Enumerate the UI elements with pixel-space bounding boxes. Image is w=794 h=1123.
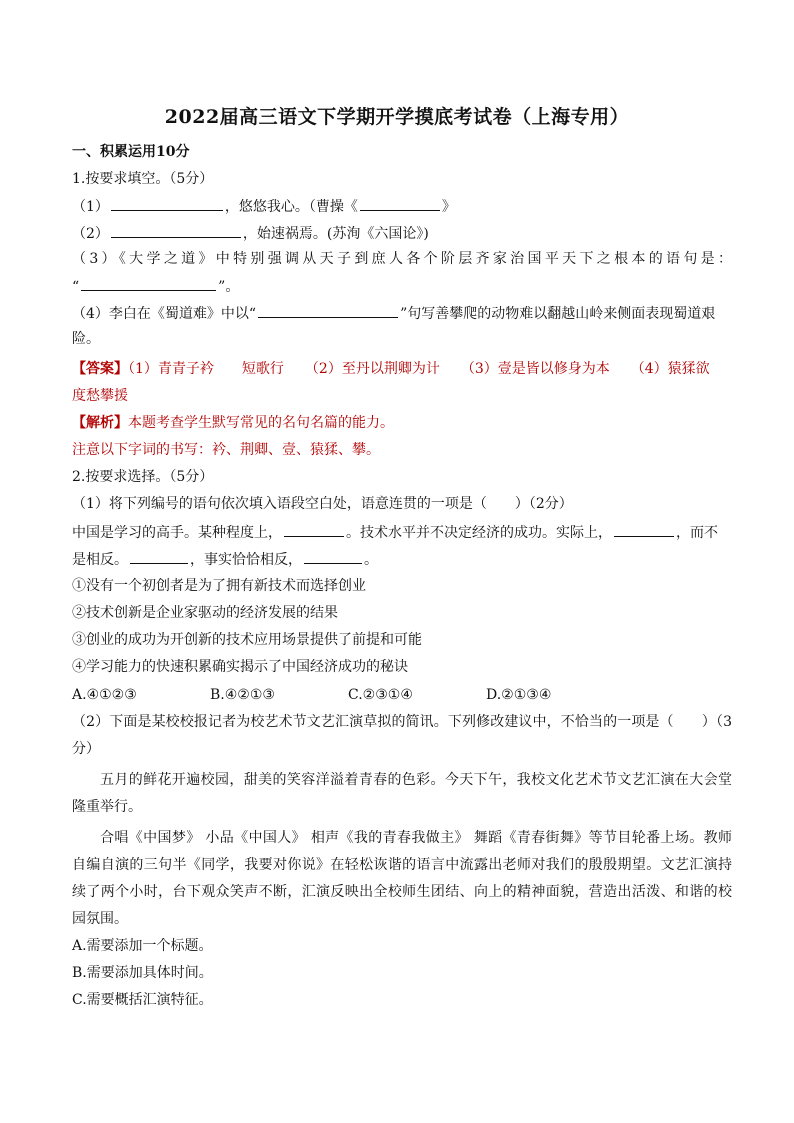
- option-c: C.②③①④: [348, 687, 413, 703]
- sentence-item-3: ③创业的成功为开创新的技术应用场景提供了前提和可能: [72, 632, 422, 648]
- option-a: A.④①②③: [72, 687, 137, 703]
- answer-blank: [304, 549, 362, 564]
- question-1-part-4-cont: 险。: [72, 331, 100, 347]
- answer-line-cont: 度愁攀援: [72, 388, 128, 404]
- answer-blank: [81, 276, 216, 291]
- question-1-part-4: [72, 303, 732, 323]
- text: ”句写善攀爬的动物难以翻越山岭来侧面表现蜀道艰: [400, 306, 716, 322]
- news-paragraph-2-line-2: 自编自演的三句半《同学，我要对你说》在轻松诙谐的语言中流露出老师对我们的殷殷期望。文艺汇演持: [72, 857, 732, 873]
- analysis-note: 注意以下字词的书写：衿、荆卿、壹、猿猱、攀。: [72, 442, 380, 458]
- question-1-part-2: [72, 223, 732, 243]
- choice-options: [72, 686, 732, 704]
- text: ，悠悠我心。（曹操《: [224, 199, 358, 215]
- news-paragraph-1-cont: 隆重举行。: [72, 799, 142, 815]
- text: 是相反。: [72, 552, 128, 568]
- question-1-part-3: （3）《大学之道》中特别强调从天子到庶人各个阶层齐家治国平天下之根本的语句是：: [72, 251, 732, 267]
- page-title: 2022届高三语文下学期开学摸底考试卷（上海专用）: [164, 106, 630, 128]
- answer-blank: [111, 223, 241, 238]
- analysis-line: [72, 414, 732, 432]
- news-paragraph-2-line-4: 园氛围。: [72, 911, 128, 927]
- text: ，事实恰恰相反，: [190, 552, 302, 568]
- text: （1）: [72, 199, 109, 215]
- analysis-tag: 【解析】: [72, 415, 128, 431]
- option-b: B.④②①③: [210, 687, 275, 703]
- option-d: D.②①③④: [486, 687, 552, 703]
- question-1-part-3-cont: [72, 276, 732, 296]
- answer-tag: 【答案】: [72, 361, 128, 377]
- text: ”。: [218, 279, 240, 295]
- answer-blank: [360, 196, 440, 211]
- choice-b: B.需要添加具体时间。: [72, 965, 213, 981]
- answer-blank: [614, 522, 674, 537]
- choice-c: C.需要概括汇演特征。: [72, 992, 213, 1008]
- text: （2）: [72, 226, 109, 242]
- text: ，始速祸焉。(苏洵《六国论》): [242, 226, 429, 242]
- section-heading: 一、积累运用10分: [72, 144, 190, 160]
- text: 中国是学习的高手。某种程度上，: [72, 525, 282, 541]
- question-2-part-1: （1）将下列编号的语句依次填入语段空白处，语意连贯的一项是（ ）（2分）: [72, 496, 573, 512]
- question-1-part-1: [72, 196, 732, 216]
- text: （4）李白在《蜀道难》中以“: [72, 306, 257, 322]
- sentence-item-1: ①没有一个初创者是为了拥有新技术而选择创业: [72, 578, 366, 594]
- answer-blank: [258, 303, 398, 318]
- text: 》: [441, 199, 456, 215]
- question-2-part-2: （2）下面是某校校报记者为校艺术节文艺汇演草拟的简讯。下列修改建议中，不恰当的一项是（ ）（3: [72, 714, 732, 730]
- question-2-part-2-cont: 分）: [72, 741, 100, 757]
- answer-blank: [284, 522, 344, 537]
- sentence-item-4: ④学习能力的快速积累确实揭示了中国经济成功的秘诀: [72, 659, 408, 675]
- analysis-text: 本题考查学生默写常见的名句名篇的能力。: [128, 415, 394, 431]
- news-paragraph-1: 五月的鲜花开遍校园，甜美的笑容洋溢着青春的色彩。今天下午，我校文化艺术节文艺汇演在大会堂: [100, 772, 732, 788]
- question-1-stem: 1.按要求填空。（5分）: [72, 171, 214, 187]
- question-2-stem: 2.按要求选择。（5分）: [72, 469, 214, 485]
- text: “: [72, 279, 80, 295]
- answer-blank: [130, 549, 188, 564]
- text: 。技术水平并不决定经济的成功。实际上，: [346, 525, 612, 541]
- text: ，而不: [676, 525, 718, 541]
- news-paragraph-2: 合唱《中国梦》 小品《中国人》 相声《我的青春我做主》 舞蹈《青春街舞》等节目轮番上场。教师: [100, 830, 732, 846]
- choice-a: A.需要添加一个标题。: [72, 938, 213, 954]
- question-2-passage-line-2: [72, 549, 732, 569]
- text: 。: [364, 552, 378, 568]
- question-2-passage-line-1: [72, 522, 732, 542]
- answer-blank: [111, 196, 223, 211]
- answer-text: （1）青青子衿 短歌行 （2）至丹以荆卿为计 （3）壹是皆以修身为本 （4）猿猱欲: [128, 361, 710, 377]
- news-paragraph-2-line-3: 续了两个小时，台下观众笑声不断，汇演反映出全校师生团结、向上的精神面貌，营造出活泼、和谐的校: [72, 884, 732, 900]
- sentence-item-2: ②技术创新是企业家驱动的经济发展的结果: [72, 605, 338, 621]
- answer-line: [72, 360, 732, 378]
